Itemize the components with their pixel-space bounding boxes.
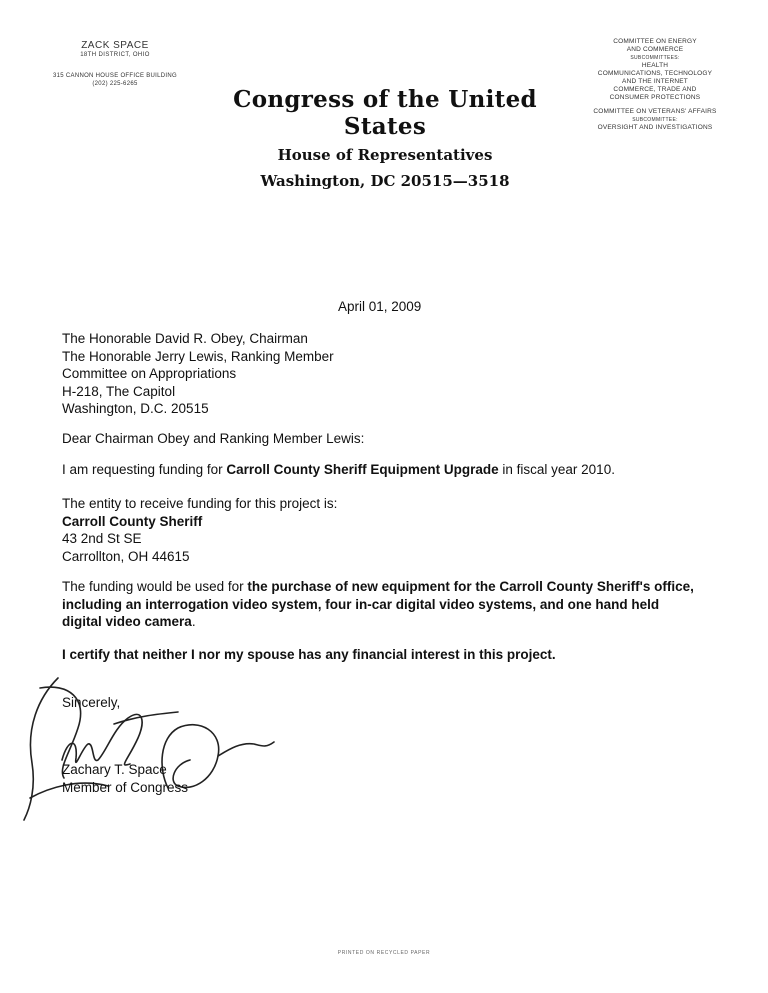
subcommittee-commerce: COMMERCE, TRADE AND <box>613 86 697 93</box>
addressee-line: Committee on Appropriations <box>62 366 237 381</box>
subcommittees-label: SUBCOMMITTEES: <box>630 55 680 61</box>
addressee-line: The Honorable David R. Obey, Chairman <box>62 331 308 346</box>
office-phone: (202) 225-6265 <box>92 81 138 87</box>
handwritten-signature <box>18 668 278 828</box>
letterhead-city: Washington, DC 20515—3518 <box>260 172 510 190</box>
addressee-line: Washington, D.C. 20515 <box>62 401 209 416</box>
subcommittee-oversight: OVERSIGHT AND INVESTIGATIONS <box>597 124 713 131</box>
purpose-suffix: . <box>191 614 196 629</box>
entity-name: Carroll County Sheriff <box>62 513 203 529</box>
subcommittee-commerce-line2: CONSUMER PROTECTIONS <box>609 94 701 101</box>
signer-name: Zachary T. Space <box>62 762 167 777</box>
signer-block <box>62 761 188 796</box>
entity-block <box>62 495 337 565</box>
letterhead-right <box>580 38 730 132</box>
committee-energy-line2: AND COMMERCE <box>626 46 684 53</box>
entity-street: 43 2nd St SE <box>62 531 142 546</box>
purpose-prefix: The funding would be used for <box>62 579 248 594</box>
signer-title: Member of Congress <box>62 779 189 795</box>
request-prefix: I am requesting funding for <box>62 462 227 477</box>
addressee-line: H-218, The Capitol <box>62 383 176 399</box>
addressee-line: The Honorable Jerry Lewis, Ranking Member <box>62 348 334 364</box>
certification-statement: I certify that neither I nor my spouse has any financial interest in this project. <box>62 647 556 662</box>
project-name: Carroll County Sheriff Equipment Upgrade <box>226 462 499 477</box>
request-suffix: in fiscal year 2010. <box>498 462 615 477</box>
letter-date: April 01, 2009 <box>338 299 422 314</box>
subcommittee-communications-line2: AND THE INTERNET <box>622 78 688 85</box>
entity-intro: The entity to receive funding for this project is: <box>62 496 338 511</box>
representative-name: ZACK SPACE <box>81 40 149 51</box>
purpose-paragraph <box>62 578 702 631</box>
committee-veterans: COMMITTEE ON VETERANS' AFFAIRS <box>593 108 717 115</box>
letterhead-subtitle: House of Representatives <box>277 146 493 164</box>
entity-city: Carrollton, OH 44615 <box>62 548 190 564</box>
letterhead-title: Congress of the United States <box>233 86 537 140</box>
subcommittee-label: SUBCOMMITTEE: <box>632 117 678 123</box>
subcommittee-communications: COMMUNICATIONS, TECHNOLOGY <box>597 70 713 77</box>
subcommittee-health: HEALTH <box>641 62 669 69</box>
salutation: Dear Chairman Obey and Ranking Member Lewis: <box>62 431 365 446</box>
letterhead-center <box>200 86 570 190</box>
recycled-paper-footer: PRINTED ON RECYCLED PAPER <box>337 950 431 956</box>
closing: Sincerely, <box>62 695 121 710</box>
addressee-block <box>62 330 334 418</box>
letterhead-left <box>20 40 210 88</box>
request-paragraph <box>62 461 615 479</box>
district: 18TH DISTRICT, OHIO <box>80 52 150 58</box>
purpose-detail: the purchase of new equipment for the Carroll County Sheriff's office, including an interrogation video system, four in-car digital video systems, and one hand held digital video camera <box>62 579 694 629</box>
committee-energy: COMMITTEE ON ENERGY <box>613 38 697 45</box>
office-address: 315 CANNON HOUSE OFFICE BUILDING <box>53 73 177 79</box>
